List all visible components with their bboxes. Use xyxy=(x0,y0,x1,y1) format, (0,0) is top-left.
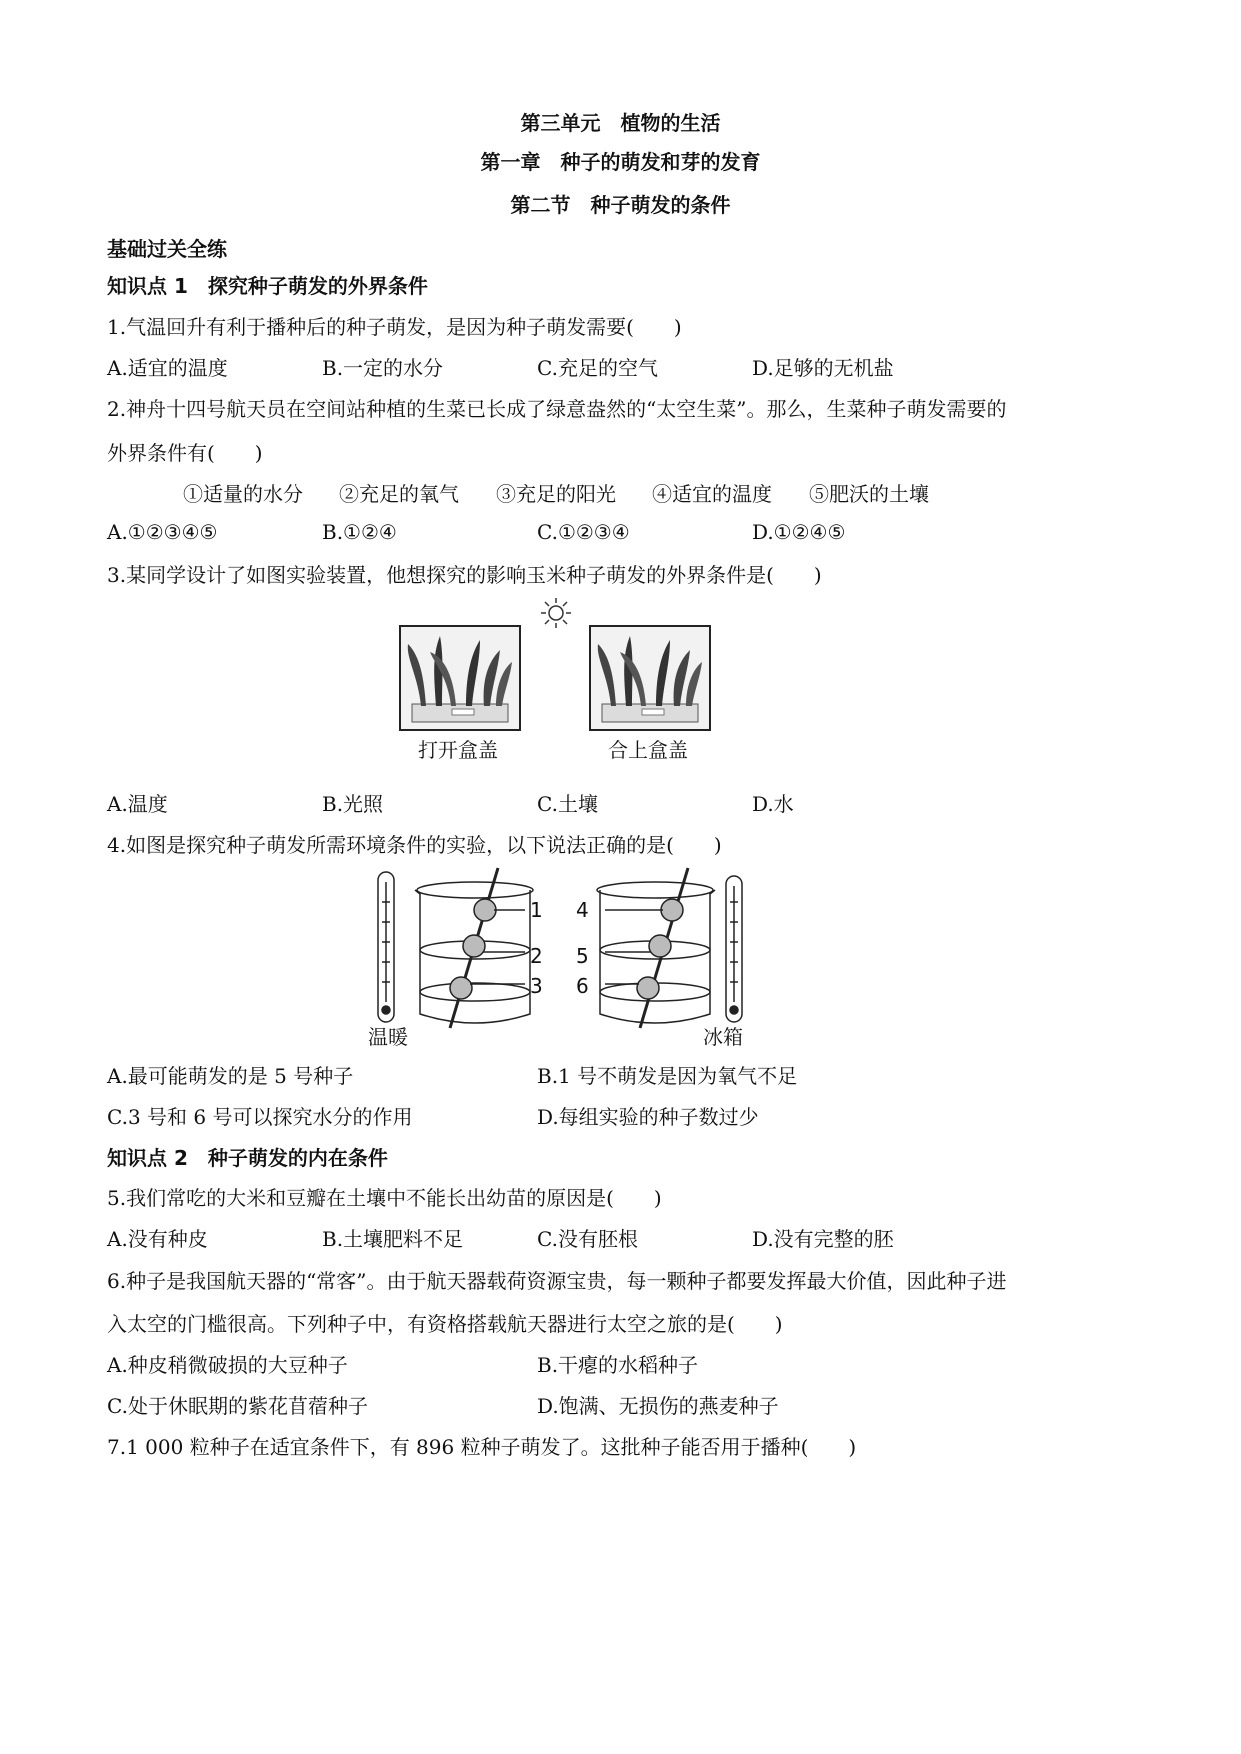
practice-heading: 基础过关全练 xyxy=(107,237,227,261)
question-7-stem: 7.1 000 粒种子在适宜条件下，有 896 粒种子萌发了。这批种子能否用于播种( ) xyxy=(107,1435,857,1459)
q2-option-b: B.①②④ xyxy=(322,520,397,544)
q3-option-b: B.光照 xyxy=(322,792,384,816)
q2-option-c: C.①②③④ xyxy=(537,520,630,544)
seed-label-4: 4 xyxy=(576,898,589,922)
q2-option-d: D.①②④⑤ xyxy=(752,520,846,544)
q5-option-d: D.没有完整的胚 xyxy=(752,1227,894,1251)
q3-label-open: 打开盒盖 xyxy=(418,738,498,762)
q4-figure xyxy=(360,862,760,1030)
q2-item-4: ④适宜的温度 xyxy=(652,482,772,506)
beaker-fridge xyxy=(597,868,715,1028)
question-1-stem: 1.气温回升有利于播种后的种子萌发，是因为种子萌发需要( ) xyxy=(107,315,682,339)
question-3-stem: 3.某同学设计了如图实验装置，他想探究的影响玉米种子萌发的外界条件是( ) xyxy=(107,563,822,587)
question-2-stem-line1: 2.神舟十四号航天员在空间站种植的生菜已长成了绿意盎然的“太空生菜”。那么，生菜种子萌发需要的 xyxy=(107,397,1007,421)
q4-label-warm: 温暖 xyxy=(368,1025,408,1049)
q1-option-b: B.一定的水分 xyxy=(322,356,444,380)
q6-option-d: D.饱满、无损伤的燕麦种子 xyxy=(537,1394,779,1418)
chapter-title: 第一章 种子的萌发和芽的发育 xyxy=(480,150,761,174)
thermometer-left-icon xyxy=(378,872,394,1022)
seed-label-6: 6 xyxy=(576,974,589,998)
q3-label-closed: 合上盒盖 xyxy=(608,738,688,762)
q1-option-a: A.适宜的温度 xyxy=(107,356,228,380)
q6-option-c: C.处于休眠期的紫花苜蓿种子 xyxy=(107,1394,368,1418)
question-4-stem: 4.如图是探究种子萌发所需环境条件的实验，以下说法正确的是( ) xyxy=(107,833,722,857)
q6-option-a: A.种皮稍微破损的大豆种子 xyxy=(107,1353,348,1377)
q6-option-b: B.干瘪的水稻种子 xyxy=(537,1353,699,1377)
unit-title: 第三单元 植物的生活 xyxy=(520,111,721,135)
q5-option-b: B.土壤肥料不足 xyxy=(322,1227,464,1251)
thermometer-right-icon xyxy=(726,876,742,1022)
beaker-warm xyxy=(415,868,533,1028)
q1-option-c: C.充足的空气 xyxy=(537,356,658,380)
q4-option-d: D.每组实验的种子数过少 xyxy=(537,1105,759,1129)
open-box-illustration xyxy=(400,626,520,730)
q2-item-2: ②充足的氧气 xyxy=(339,482,459,506)
q3-figure xyxy=(396,596,716,736)
question-5-stem: 5.我们常吃的大米和豆瓣在土壤中不能长出幼苗的原因是( ) xyxy=(107,1186,662,1210)
knowledge-point-2: 知识点 2 种子萌发的内在条件 xyxy=(107,1146,388,1170)
section-title: 第二节 种子萌发的条件 xyxy=(510,193,731,217)
q2-option-a: A.①②③④⑤ xyxy=(107,520,218,544)
q3-option-a: A.温度 xyxy=(107,792,168,816)
knowledge-point-1: 知识点 1 探究种子萌发的外界条件 xyxy=(107,274,428,298)
q3-option-d: D.水 xyxy=(752,792,794,816)
q2-item-5: ⑤肥沃的土壤 xyxy=(809,482,929,506)
seed-label-5: 5 xyxy=(576,944,589,968)
q1-option-d: D.足够的无机盐 xyxy=(752,356,894,380)
q5-option-a: A.没有种皮 xyxy=(107,1227,208,1251)
q4-label-fridge: 冰箱 xyxy=(703,1025,743,1049)
q2-item-1: ①适量的水分 xyxy=(183,482,303,506)
q4-option-b: B.1 号不萌发是因为氧气不足 xyxy=(537,1064,798,1088)
q4-option-a: A.最可能萌发的是 5 号种子 xyxy=(107,1064,354,1088)
question-2-stem-line2: 外界条件有( ) xyxy=(107,441,263,465)
q3-option-c: C.土壤 xyxy=(537,792,598,816)
seed-label-2: 2 xyxy=(530,944,543,968)
closed-box-illustration xyxy=(590,626,710,730)
sun-icon xyxy=(541,598,571,628)
q4-option-c: C.3 号和 6 号可以探究水分的作用 xyxy=(107,1105,413,1129)
question-6-stem-line1: 6.种子是我国航天器的“常客”。由于航天器载荷资源宝贵，每一颗种子都要发挥最大价值，因此种子进 xyxy=(107,1269,1007,1293)
q5-option-c: C.没有胚根 xyxy=(537,1227,638,1251)
seed-label-3: 3 xyxy=(530,974,543,998)
question-6-stem-line2: 入太空的门槛很高。下列种子中，有资格搭载航天器进行太空之旅的是( ) xyxy=(107,1312,783,1336)
q2-item-3: ③充足的阳光 xyxy=(496,482,616,506)
seed-label-1: 1 xyxy=(530,898,543,922)
